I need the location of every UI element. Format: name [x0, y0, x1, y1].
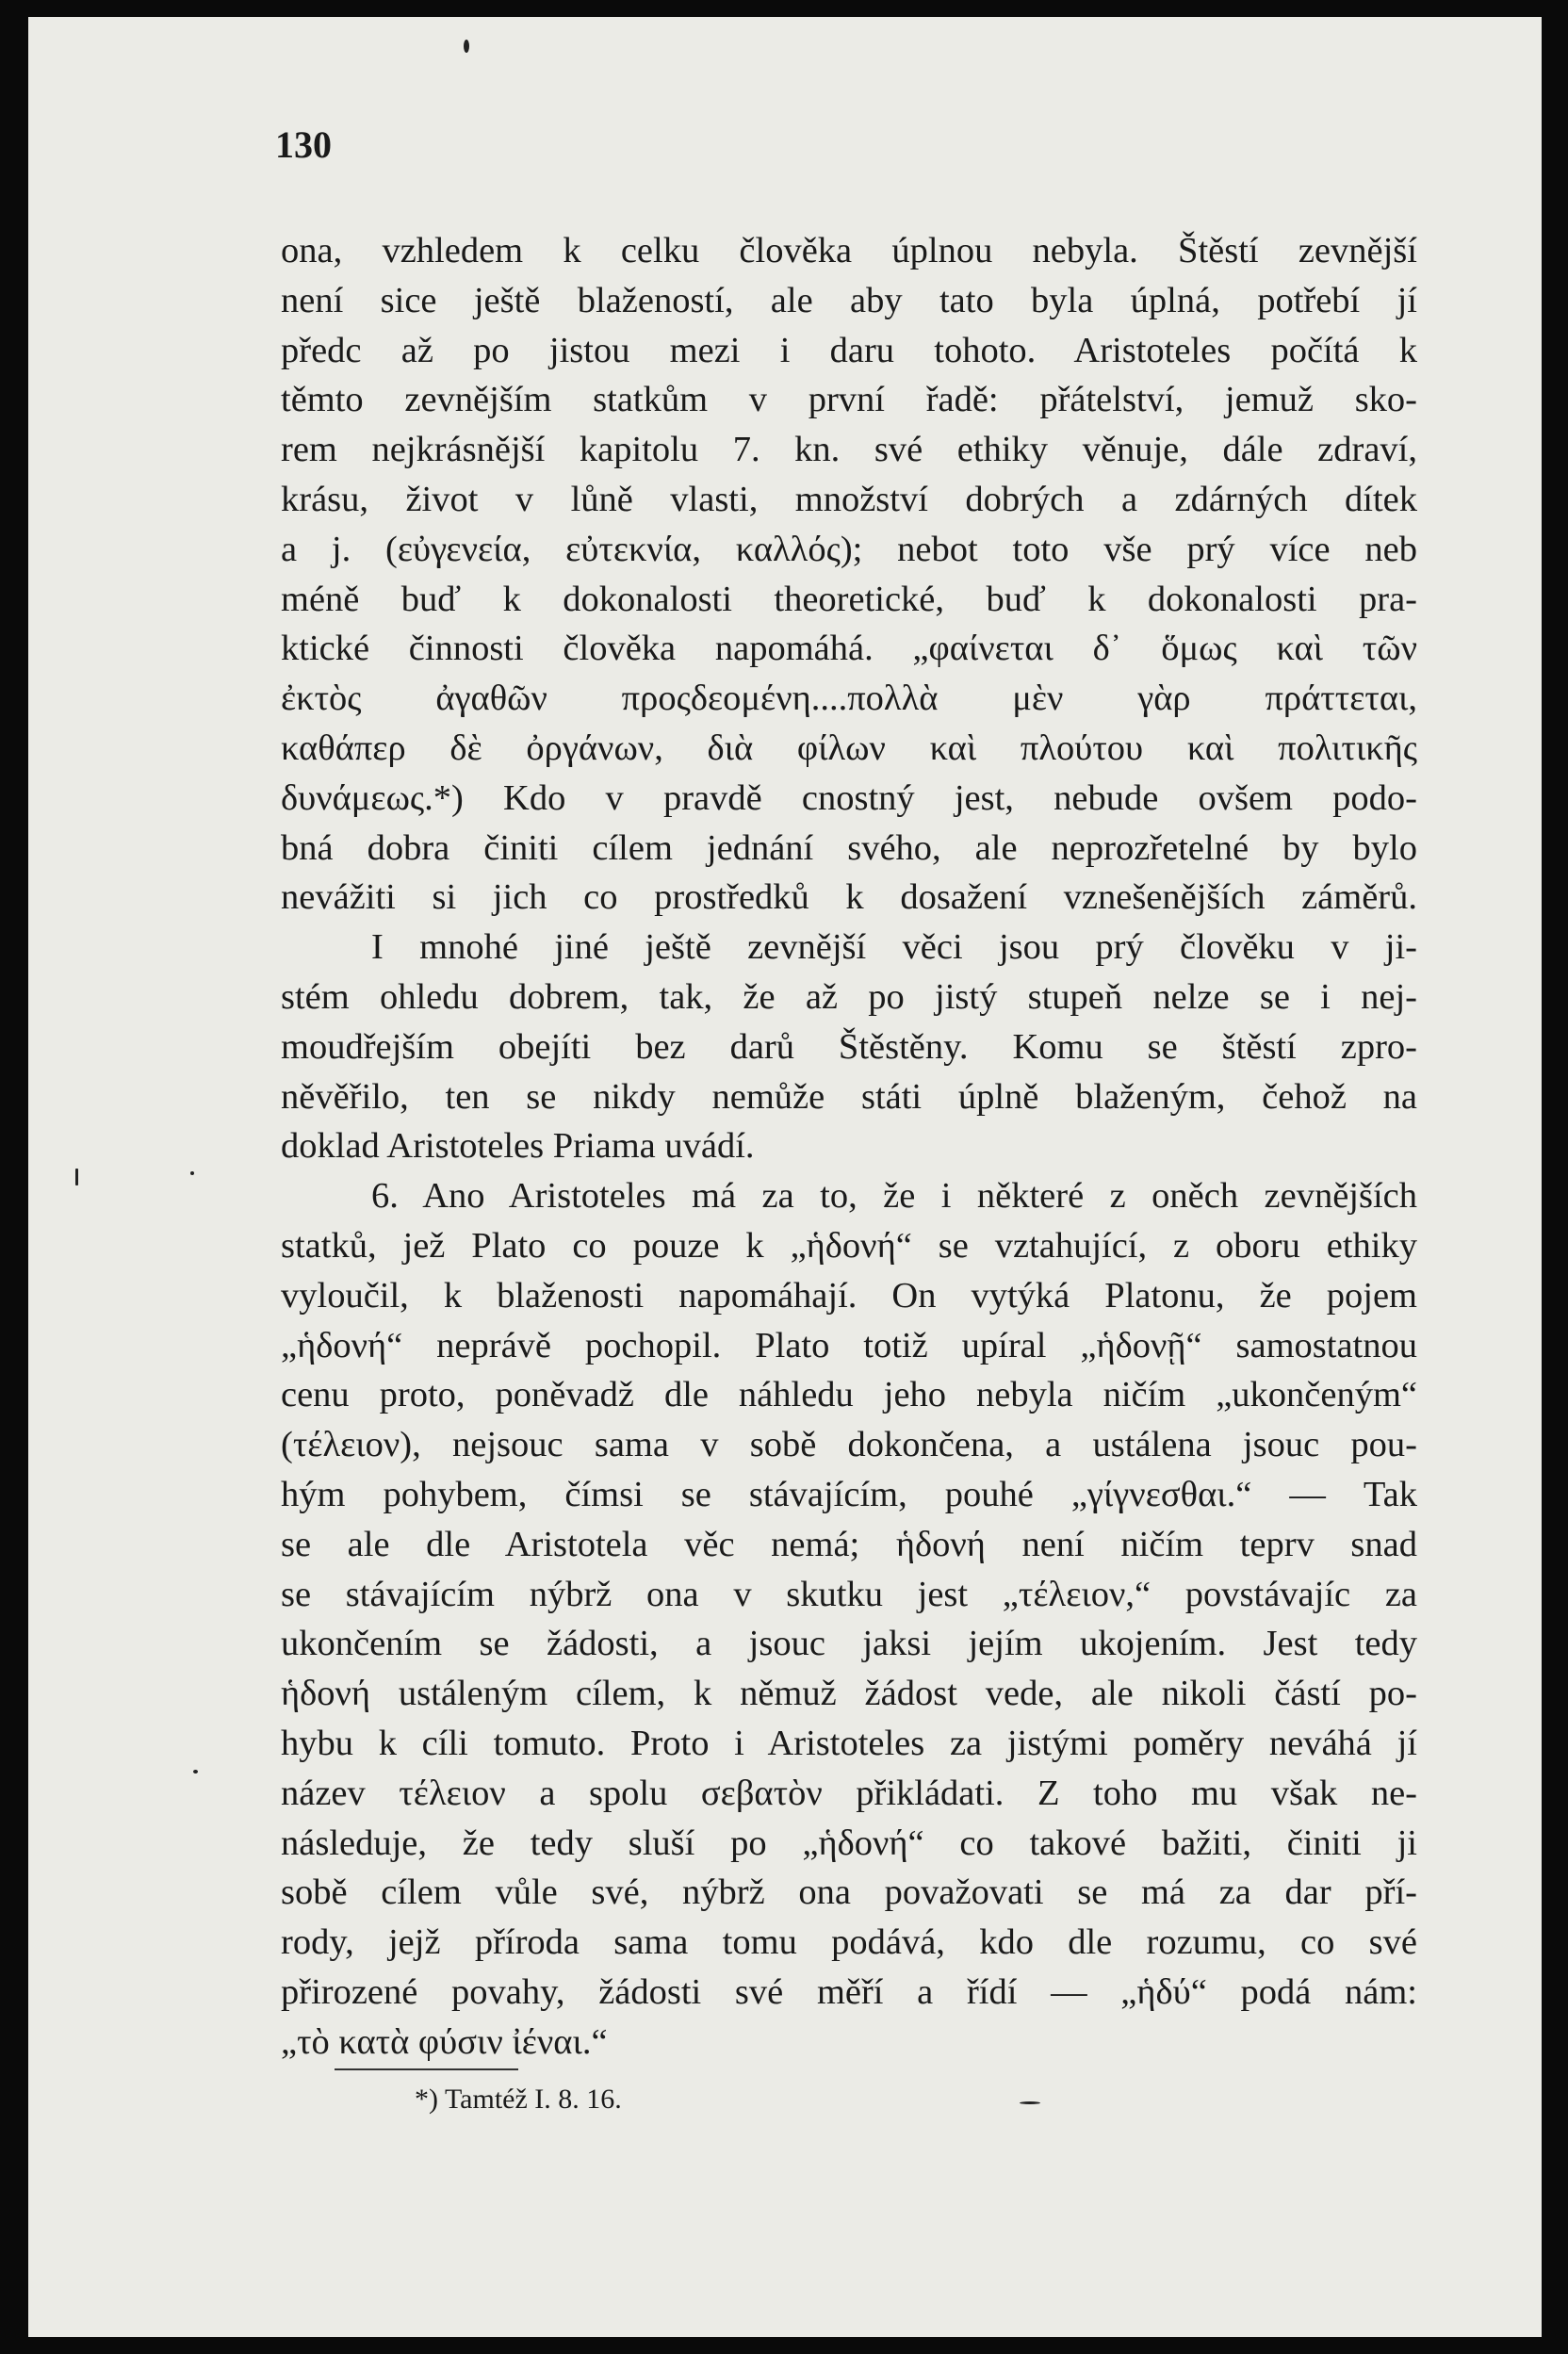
print-speck — [190, 1171, 194, 1175]
text-line: se ale dle Aristotela věc nemá; ἡδονή není ničím teprv snad — [281, 1524, 1417, 1564]
text-line: ukončením se žádosti, a jsouc jaksi jejím ukojením. Jest tedy — [281, 1624, 1417, 1664]
text-line: hybu k cíli tomuto. Proto i Aristoteles za jistými poměry neváhá jí — [281, 1723, 1417, 1763]
text-line: cenu proto, poněvadž dle náhledu jeho nebyla ničím „ukončeným“ — [281, 1375, 1417, 1415]
text-line: καθάπερ δὲ ὀργάνων, διὰ φίλων καὶ πλούτου καὶ πολιτικῆς — [281, 727, 1417, 768]
text-line: následuje, že tedy sluší po „ἡδονή“ co takové bažiti, činiti ji — [281, 1823, 1417, 1863]
text-line: „ἡδονή“ neprávě pochopil. Plato totiž upíral „ἡδονῇ“ samostatnou — [281, 1325, 1417, 1365]
print-speck — [464, 40, 469, 53]
text-line: ona, vzhledem k celku člověka úplnou nebyla. Štěstí zevnější — [281, 231, 1417, 270]
print-speck — [1020, 2101, 1040, 2104]
text-line: vyloučil, k blaženosti napomáhají. On vytýká Platonu, že pojem — [281, 1275, 1417, 1316]
print-speck — [193, 1770, 198, 1774]
text-line: moudřejším obejíti bez darů Štěstěny. Komu se štěstí zpro- — [281, 1026, 1417, 1067]
text-line: ἐκτὸς ἀγαθῶν προςδεομένη....πολλὰ μὲν γὰρ πράττεται, — [281, 678, 1417, 719]
text-line: není sice ještě blažeností, ale aby tato byla úplná, potřebí jí — [281, 280, 1417, 320]
text-line: nevážiti si jich co prostředků k dosažení vznešenějších záměrů. — [281, 877, 1417, 918]
text-line: hým pohybem, čímsi se stávajícím, pouhé „γίγνεσθαι.“ — Tak — [281, 1474, 1417, 1514]
text-line: bná dobra činiti cílem jednání svého, ale neprozřetelné by bylo — [281, 827, 1417, 868]
text-line: předc až po jistou mezi i daru tohoto. Aristoteles počítá k — [281, 330, 1417, 370]
text-line: název τέλειον a spolu σεβατὸν přikládati. Z toho mu však ne- — [281, 1773, 1417, 1813]
paragraph-start-line: 6. Ano Aristoteles má za to, že i některé z oněch zevnějších — [371, 1176, 1417, 1217]
text-line: krásu, život v lůně vlasti, množství dobrých a zdárných dítek — [281, 479, 1417, 519]
paragraph-end-line: „τὸ κατὰ φύσιν ἰέναι.“ — [281, 2021, 608, 2062]
text-line: sobě cílem vůle své, nýbrž ona považovati se má za dar pří- — [281, 1872, 1417, 1913]
footnote-rule — [335, 2068, 518, 2070]
paragraph-end-line: doklad Aristoteles Priama uvádí. — [281, 1126, 755, 1167]
text-line: statků, jež Plato co pouze k „ἡδονή“ se vztahující, z oboru ethiky — [281, 1225, 1417, 1266]
text-line: přirozené povahy, žádosti své měří a řídí — „ἡδύ“ podá nám: — [281, 1971, 1417, 2012]
text-line: rem nejkrásnější kapitolu 7. kn. své ethiky věnuje, dále zdraví, — [281, 430, 1417, 470]
page-number: 130 — [275, 123, 332, 166]
text-line: stém ohledu dobrem, tak, že až po jistý stupeň nelze se i nej- — [281, 976, 1417, 1017]
footnote: *) Tamtéž I. 8. 16. — [415, 2084, 622, 2115]
text-line: (τέλειον), nejsouc sama v sobě dokončena, a ustálena jsouc pou- — [281, 1425, 1417, 1465]
text-line: méně buď k dokonalosti theoretické, buď k dokonalosti pra- — [281, 579, 1417, 619]
text-line: δυνάμεως.*) Kdo v pravdě cnostný jest, nebude ovšem podo- — [281, 777, 1417, 818]
body-text — [281, 226, 1417, 2067]
text-line: rody, jejž příroda sama tomu podává, kdo dle rozumu, co své — [281, 1922, 1417, 1963]
text-line: a j. (εὐγενεία, εὐτεκνία, καλλός); nebot toto vše prý více neb — [281, 529, 1417, 569]
text-line: se stávajícím nýbrž ona v skutku jest „τέλειον,“ povstávajíc za — [281, 1574, 1417, 1614]
text-line: ktické činnosti člověka napomáhá. „φαίνεται δ᾽ ὅμως καὶ τῶν — [281, 629, 1417, 669]
text-line: něvěřilo, ten se nikdy nemůže státi úplně blaženým, čehož na — [281, 1076, 1417, 1117]
paragraph-start-line: I mnohé jiné ještě zevnější věci jsou prý člověku v ji- — [371, 927, 1417, 968]
print-speck — [75, 1169, 78, 1185]
text-line: těmto zevnějším statkům v první řadě: přátelství, jemuž sko- — [281, 380, 1417, 420]
text-line: ἡδονή ustáleným cílem, k němuž žádost vede, ale nikoli částí po- — [281, 1674, 1417, 1714]
book-page — [28, 17, 1542, 2337]
